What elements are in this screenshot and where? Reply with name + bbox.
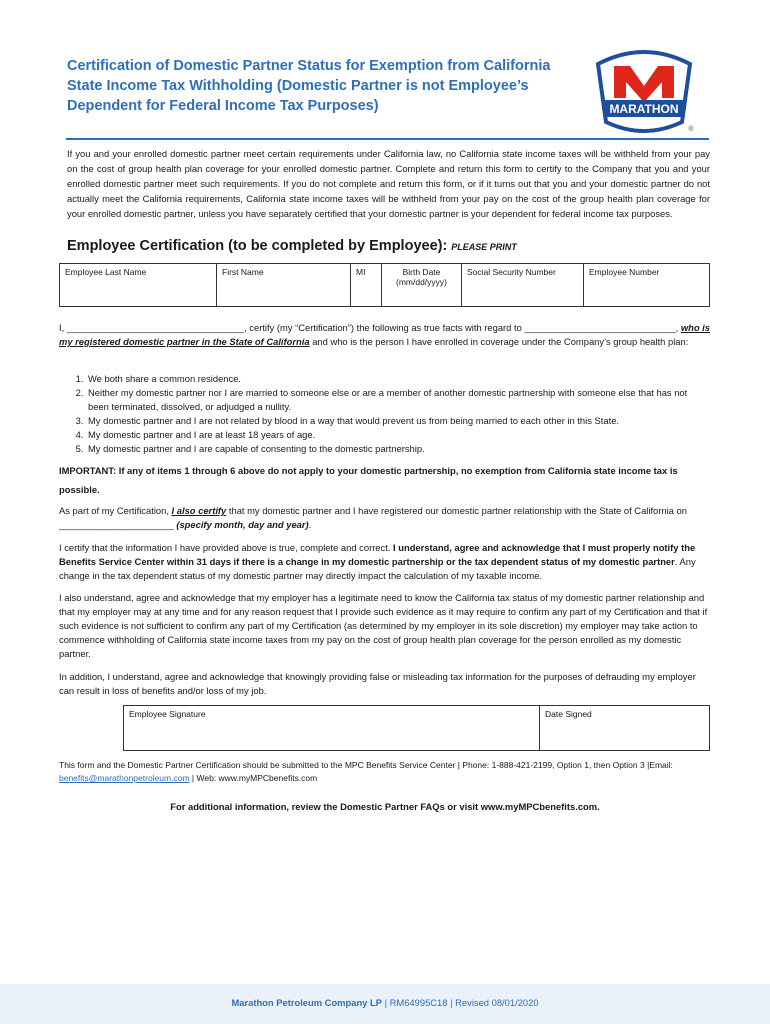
date-signed-field[interactable]: Date Signed — [540, 706, 710, 751]
field-employee-last-name[interactable]: Employee Last Name — [60, 264, 217, 307]
field-ssn[interactable]: Social Security Number — [462, 264, 584, 307]
registered-partner-text: who is my registered domestic partner in the State of California — [59, 322, 710, 347]
list-item: 2. Neither my domestic partner nor I are married to someone else or are a member of another domestic partnership with someone else that has not been terminated, dissolved, or adjudged a nullity. — [86, 386, 710, 414]
employer-evidence-paragraph: I also understand, agree and acknowledge that my employer has a legitimate need to know the California tax status of my domestic partner relationship and that my employer may at any time and for any reason request that I provide such evidence as it may require to confirm any part of my Certification and that if such evidence is not sufficient to confirm any part of my Certification (as determined by my employer in its sole discretion) my employer may take action to commence withholding of California state income taxes from my pay on the cost of group health plan coverage for the person enrolled as my domestic partner. — [59, 592, 708, 659]
page-footer: Marathon Petroleum Company LP | RM64995C18 | Revised 08/01/2020 — [0, 984, 770, 1024]
title-rule — [66, 138, 709, 140]
list-item: 5. My domestic partner and I are capable of consenting to the domestic partnership. — [86, 442, 710, 456]
please-print-note: PLEASE PRINT — [451, 242, 517, 252]
employee-cert-heading — [67, 237, 710, 255]
field-birth-date[interactable]: Birth Date (mm/dd/yyyy) — [382, 264, 462, 307]
accuracy-certification: I certify that the information I have provided above is true, complete and correct. I understand, agree and acknowledge that I must properly notify the Benefits Service Center within 31 days if there is a change in my domestic partnership or the tax dependent status of my domestic partner. Any change in the tax dependent status of my domestic partner may directly impact the calculation of my taxable income. — [59, 542, 696, 581]
signature-table — [123, 705, 710, 751]
form-title: Certification of Domestic Partner Status for Exemption from California State Income Tax Withholding (Domestic Partner is not Employee’s Dependent for Federal Income Tax Purposes) — [67, 58, 551, 114]
false-info-paragraph: In addition, I understand, agree and acknowledge that knowingly providing false or misleading tax information for the purposes of defrauding my employer can result in loss of benefits and/or loss of my job. — [59, 671, 696, 696]
list-item: 4. My domestic partner and I are at least 18 years of age. — [86, 428, 710, 442]
benefits-email-link[interactable]: benefits@marathonpetroleum.com — [59, 773, 190, 783]
list-item: 1. We both share a common residence. — [86, 372, 710, 386]
field-mi[interactable]: MI — [351, 264, 382, 307]
employee-info-table — [59, 263, 710, 307]
logo-text: MARATHON — [609, 102, 679, 116]
footer-form-number: RM64995C18 — [389, 997, 448, 1008]
field-employee-number[interactable]: Employee Number — [584, 264, 710, 307]
employee-signature-field[interactable]: Employee Signature — [124, 706, 540, 751]
certification-statement: I, __________________________________, certify (my “Certification”) the following as true facts with regard to _____________________________, who is my registered domestic partner in the State of California and who is the person I have enrolled in coverage under the Company’s group health plan: — [59, 322, 710, 347]
section-heading: Employee Certification (to be completed by Employee): — [67, 238, 448, 254]
registered-mark: ® — [688, 126, 694, 133]
registration-certification: As part of my Certification, I also certify that my domestic partner and I have registered our domestic partner relationship with the State of California on ______________________ (specify month, day and year). — [59, 505, 687, 530]
footer-company: Marathon Petroleum Company LP — [231, 997, 382, 1008]
marathon-logo — [590, 44, 698, 134]
submission-info: This form and the Domestic Partner Certification should be submitted to the MPC Benefits Service Center | Phone: 1-888-421-2199, Option 1, then Option 3 |Email: benefits@marathonpetroleum.com | Web: www.myMPCbenefits.com — [59, 760, 673, 783]
intro-paragraph: If you and your enrolled domestic partner meet certain requirements under California law, no California state income taxes will be withheld from your pay on the cost of group health plan coverage for your enrolled domestic partner. Complete and return this form to certify to the Company that you and your enrolled domestic partner meet such requirements. If you do not complete and return this form, or if it turns out that you and your domestic partner do not actually meet the California requirements, California state income taxes will be withheld from your pay on the cost of the group health plan coverage for your enrolled domestic partner, unless you have separately certified that your domestic partner is your dependent for federal income tax purposes. — [67, 148, 710, 219]
requirements-list — [59, 372, 710, 456]
additional-info: For additional information, review the Domestic Partner FAQs or visit www.myMPCbenefits.com. — [170, 801, 600, 812]
footer-revised: Revised 08/01/2020 — [455, 997, 539, 1008]
field-first-name[interactable]: First Name — [217, 264, 351, 307]
important-notice: IMPORTANT: If any of items 1 through 6 above do not apply to your domestic partnership, no exemption from California state income tax is possible. — [59, 465, 678, 495]
list-item: 3. My domestic partner and I are not related by blood in a way that would prevent us from being married to each other in this State. — [86, 414, 710, 428]
